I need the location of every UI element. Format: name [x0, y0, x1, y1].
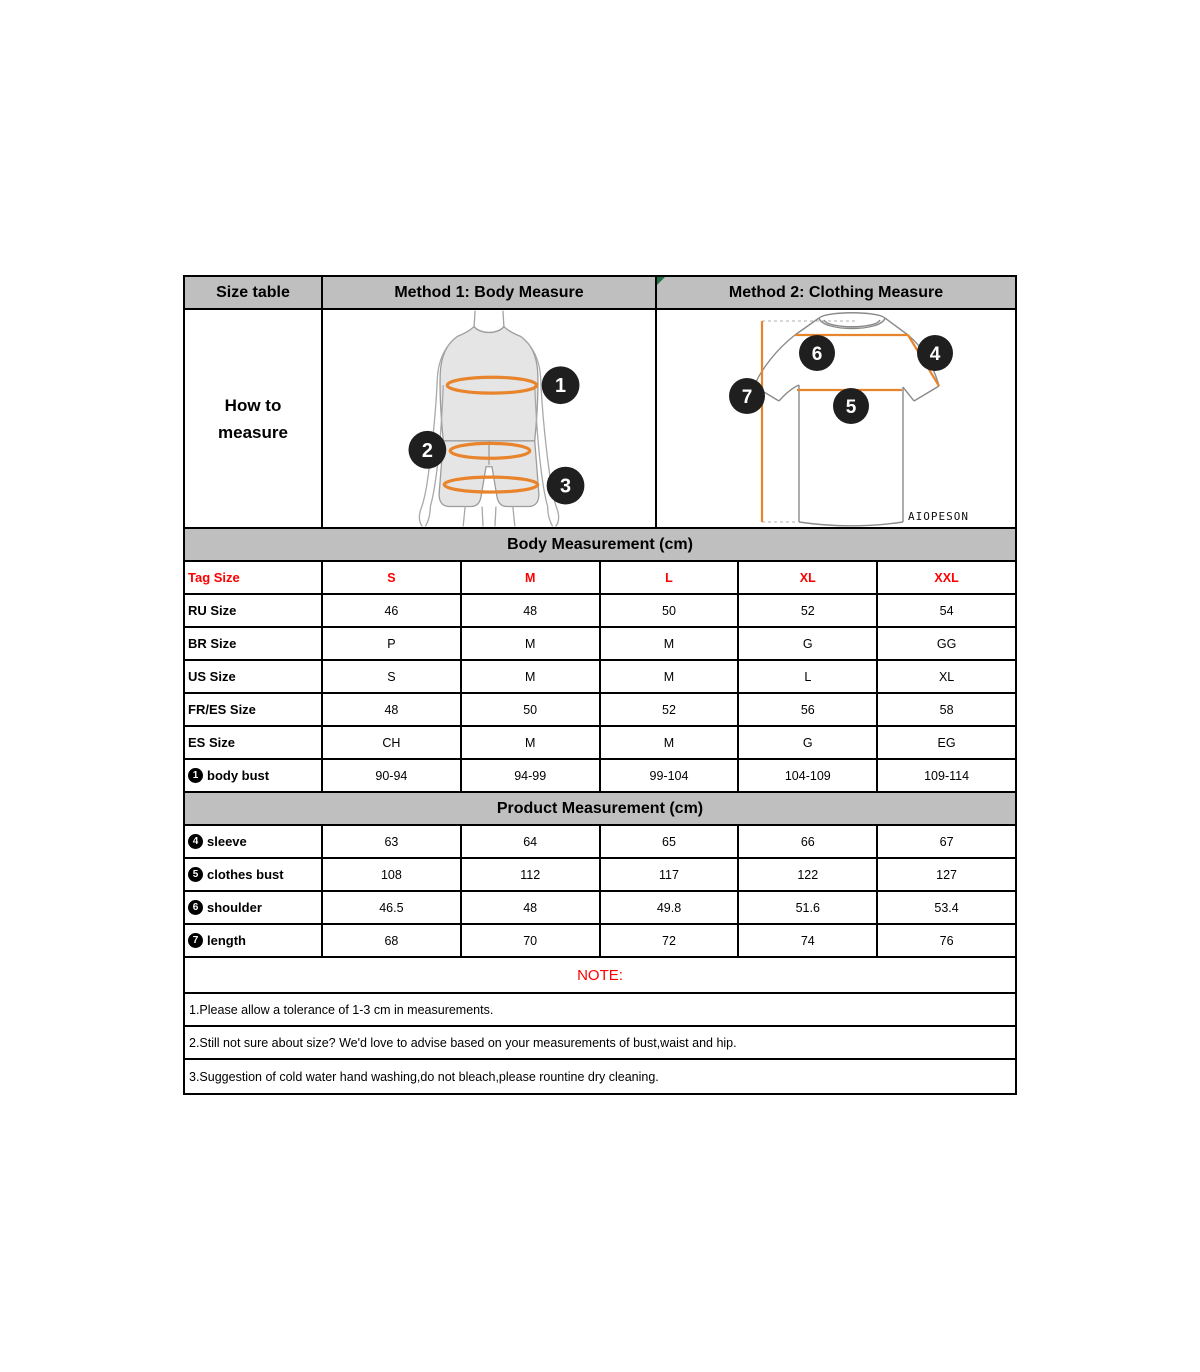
us-size-value: S — [323, 661, 462, 692]
shoulder-row — [185, 892, 1015, 925]
circled-5-icon: 5 — [188, 867, 203, 882]
clothes-bust-value: 112 — [462, 859, 601, 890]
ru-size-value: 50 — [601, 595, 740, 626]
product-measurement-title: Product Measurement (cm) — [496, 799, 704, 817]
us-size-row — [185, 661, 1015, 694]
us-size-value: XL — [938, 669, 955, 684]
note-title: NOTE: — [577, 966, 623, 984]
fres-size-row — [185, 694, 1015, 727]
note-row-2 — [185, 1027, 1015, 1060]
body-badge-2 — [408, 431, 446, 469]
tag-size-m: M — [462, 562, 601, 593]
es-size-value: CH — [323, 727, 462, 758]
clothes-bust-row — [185, 859, 1015, 892]
sleeve-value: 64 — [462, 826, 601, 857]
br-size-label: BR Size — [185, 628, 323, 659]
sleeve-value: 67 — [939, 834, 954, 849]
br-size-row — [185, 628, 1015, 661]
us-size-label: US Size — [185, 661, 323, 692]
fres-size-value: 52 — [601, 694, 740, 725]
length-label-text: length — [207, 933, 246, 948]
clothes-bust-label-text: clothes bust — [207, 867, 284, 882]
tag-size-row — [185, 562, 1015, 595]
shoulder-value: 46.5 — [323, 892, 462, 923]
body-bust-label-text: body bust — [207, 768, 270, 783]
es-size-value: M — [462, 727, 601, 758]
body-bust-label — [185, 760, 323, 791]
note-text-3: 3.Suggestion of cold water hand washing,do not bleach,please rountine dry cleaning. — [189, 1069, 659, 1084]
size-chart-table — [183, 275, 1017, 1095]
us-size-value: M — [601, 661, 740, 692]
size-table-header: Size table — [185, 277, 323, 308]
fres-size-value: 56 — [739, 694, 878, 725]
shoulder-value: 51.6 — [739, 892, 878, 923]
tag-size-l: L — [601, 562, 740, 593]
shoulder-value: 49.8 — [601, 892, 740, 923]
shoulder-value: 48 — [462, 892, 601, 923]
sleeve-row — [185, 826, 1015, 859]
es-size-label: ES Size — [185, 727, 323, 758]
fres-size-value: 50 — [462, 694, 601, 725]
sleeve-value: 63 — [323, 826, 462, 857]
svg-text:4: 4 — [929, 344, 941, 365]
shoulder-label — [185, 892, 323, 923]
es-size-value: M — [601, 727, 740, 758]
method2-header-label: Method 2: Clothing Measure — [728, 283, 944, 301]
shirt-badge-5 — [833, 388, 869, 424]
circled-1-icon: 1 — [188, 768, 203, 783]
note-text-1: 1.Please allow a tolerance of 1-3 cm in measurements. — [189, 1002, 494, 1017]
es-size-value: G — [739, 727, 878, 758]
ru-size-value: 48 — [462, 595, 601, 626]
br-size-value: GG — [936, 636, 957, 651]
sleeve-value: 66 — [739, 826, 878, 857]
table-header-row — [185, 277, 1015, 310]
fres-size-value: 58 — [939, 702, 954, 717]
method1-header: Method 1: Body Measure — [323, 277, 657, 308]
shirt-badge-6 — [799, 335, 835, 371]
svg-text:2: 2 — [421, 439, 433, 462]
shirt-badge-4 — [917, 335, 953, 371]
length-value: 76 — [939, 933, 954, 948]
es-size-value: EG — [937, 735, 956, 750]
es-size-row — [185, 727, 1015, 760]
length-value: 70 — [462, 925, 601, 956]
figure-row — [185, 310, 1015, 529]
tag-size-label: Tag Size — [185, 562, 323, 593]
clothes-bust-value: 108 — [323, 859, 462, 890]
note-row-1 — [185, 994, 1015, 1027]
note-row-3 — [185, 1060, 1015, 1093]
body-silhouette-illustration — [323, 310, 655, 527]
body-measure-figure — [323, 310, 657, 527]
tag-size-xxl: XXL — [934, 570, 959, 585]
body-bust-value: 90-94 — [323, 760, 462, 791]
br-size-value: M — [462, 628, 601, 659]
shoulder-value: 53.4 — [934, 900, 959, 915]
length-value: 68 — [323, 925, 462, 956]
clothes-bust-label — [185, 859, 323, 890]
clothing-measure-figure — [657, 310, 1015, 527]
body-bust-row — [185, 760, 1015, 793]
body-badge-3 — [547, 467, 585, 505]
br-size-value: P — [323, 628, 462, 659]
how-to-line2: measure — [218, 422, 288, 442]
circled-6-icon: 6 — [188, 900, 203, 915]
note-heading-row — [185, 958, 1015, 994]
note-text-2: 2.Still not sure about size? We'd love to advise based on your measurements of bust,waist and hip. — [189, 1035, 737, 1050]
ru-size-row — [185, 595, 1015, 628]
tag-size-s: S — [323, 562, 462, 593]
body-bust-value: 104-109 — [739, 760, 878, 791]
tshirt-illustration — [657, 310, 1015, 527]
ru-size-value: 52 — [739, 595, 878, 626]
body-bust-value: 94-99 — [462, 760, 601, 791]
tag-size-xl: XL — [739, 562, 878, 593]
sleeve-value: 65 — [601, 826, 740, 857]
svg-text:5: 5 — [845, 397, 857, 418]
body-bust-value: 109-114 — [924, 768, 970, 783]
body-measurement-band — [185, 529, 1015, 562]
ru-size-value: 54 — [939, 603, 954, 618]
product-measurement-band — [185, 793, 1015, 826]
brand-label: AIOPESON — [908, 510, 969, 523]
fres-size-value: 48 — [323, 694, 462, 725]
how-to-measure-label — [185, 310, 323, 527]
svg-text:1: 1 — [555, 375, 567, 398]
circled-7-icon: 7 — [188, 933, 203, 948]
us-size-value: M — [462, 661, 601, 692]
svg-text:7: 7 — [741, 387, 753, 408]
sleeve-label — [185, 826, 323, 857]
ru-size-value: 46 — [323, 595, 462, 626]
length-value: 72 — [601, 925, 740, 956]
body-bust-value: 99-104 — [601, 760, 740, 791]
circled-4-icon: 4 — [188, 834, 203, 849]
fres-size-label: FR/ES Size — [185, 694, 323, 725]
br-size-value: M — [601, 628, 740, 659]
shirt-badge-7 — [729, 378, 765, 414]
clothes-bust-value: 127 — [936, 867, 958, 882]
shoulder-label-text: shoulder — [207, 900, 262, 915]
how-to-line1: How to — [224, 395, 282, 415]
method2-header — [657, 277, 1015, 308]
comment-flag-icon — [657, 277, 665, 285]
length-label — [185, 925, 323, 956]
length-row — [185, 925, 1015, 958]
clothes-bust-value: 122 — [739, 859, 878, 890]
clothes-bust-value: 117 — [601, 859, 740, 890]
svg-text:3: 3 — [560, 475, 572, 498]
us-size-value: L — [739, 661, 878, 692]
sleeve-label-text: sleeve — [207, 834, 247, 849]
body-measurement-title: Body Measurement (cm) — [507, 535, 693, 553]
br-size-value: G — [739, 628, 878, 659]
ru-size-label: RU Size — [185, 595, 323, 626]
svg-text:6: 6 — [811, 344, 823, 365]
body-badge-1 — [542, 366, 580, 404]
length-value: 74 — [739, 925, 878, 956]
